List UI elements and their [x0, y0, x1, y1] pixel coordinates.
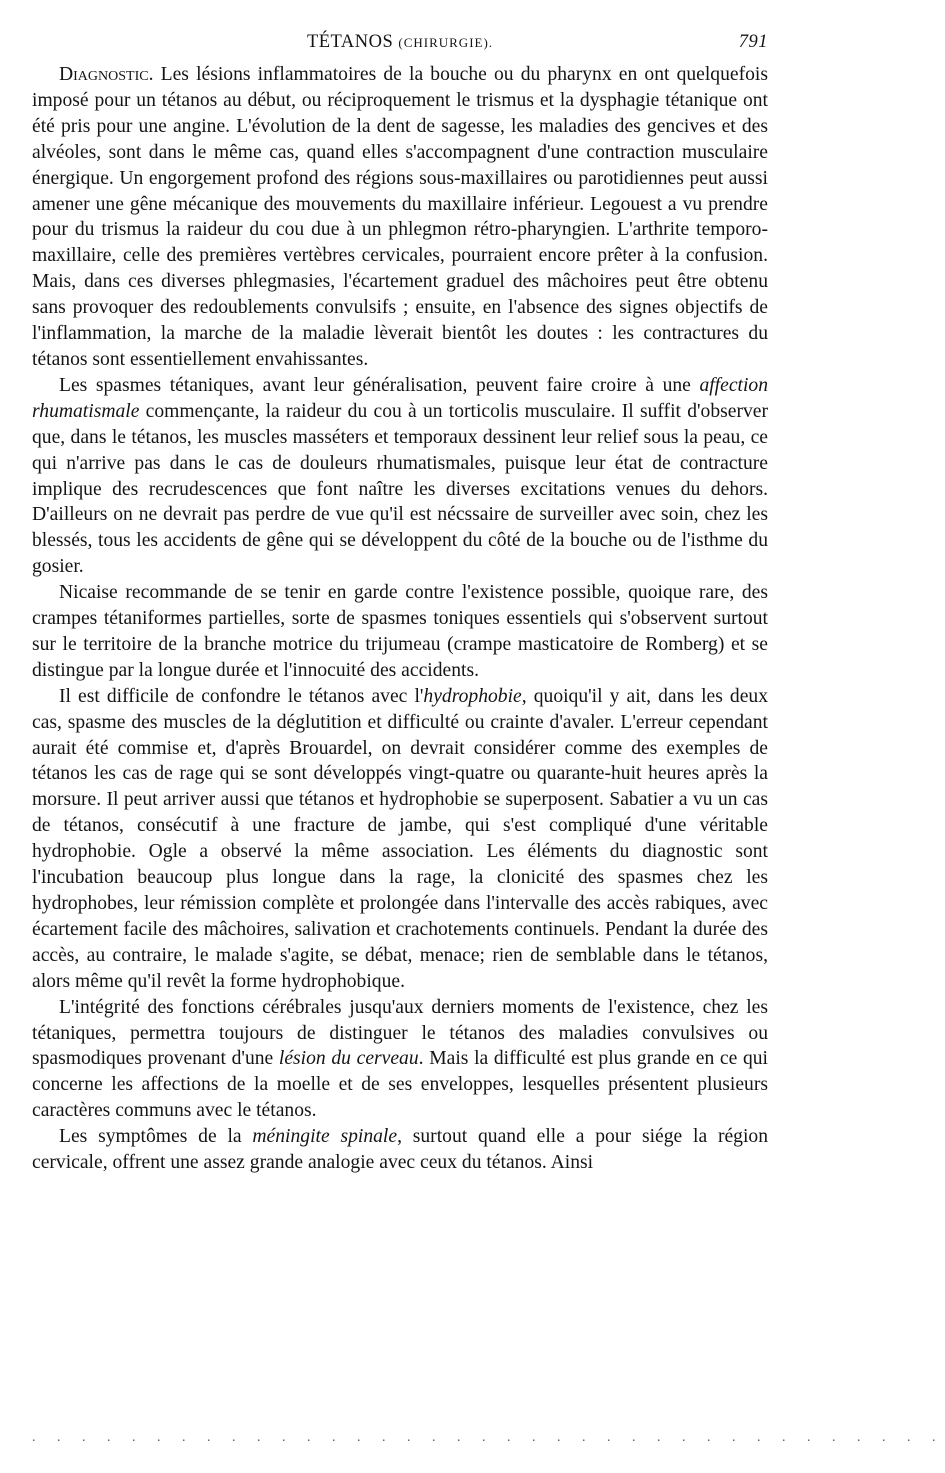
paragraph-diagnostic: [32, 62, 768, 373]
footer-print-marks: . . . . . . . . . . . . . . . . . . . . . . . . . . . . . . . . . . . . .: [32, 1430, 945, 1445]
italic-term: affection rhumatismale: [32, 374, 768, 422]
paragraph-text: Les lésions inflammatoires de la bouche ou du pharynx en ont quelquefois imposé pour un tétanos au début, ou réciproquement le trismus et la dysphagie tétanique ont été pris pour une angine. L'évolution de la dent de sagesse, les maladies des gencives et des alvéoles, sont dans le même cas, quand elles s'accompagnent d'une contraction musculaire énergique. Un engorgement profond des régions sous-maxillaires ou parotidiennes peut aussi amener une gêne mécanique des mouvements du maxillaire inférieur. Legouest a vu prendre pour du trismus la raideur du cou due à un phlegmon rétro-pharyngien. L'arthrite temporo-maxillaire, celle des premières vertèbres cervicales, pourraient encore prêter à la confusion. Mais, dans ces diverses phlegmasies, l'écartement graduel des mâchoires peut être obtenu sans provoquer des redoublements convulsifs ; ensuite, en l'absence des signes objectifs de l'inflammation, la marche de la maladie lèverait bientôt les doutes : les contractures du tétanos sont essentiellement envahissantes.: [32, 64, 768, 370]
paragraph-nicaise: [32, 580, 768, 684]
paragraph-text: , quoiqu'il y ait, dans les deux cas, spasme des muscles de la déglutition et difficulté ou crainte d'avaler. L'erreur cependant aurait été commise et, d'après Brouardel, on devrait considérer comme des exemples de tétanos les cas de rage qui se sont développés vingt-quatre ou quarante-huit heures après la morsure. Il peut arriver aussi que tétanos et hydrophobie se superposent. Sabatier a vu un cas de tétanos, consécutif à une fracture de jambe, qui s'est compliqué d'une véritable hydrophobie. Ogle a observé la même association. Les éléments du diagnostic sont l'incubation beaucoup plus longue dans la rage, la clonicité des spasmes chez les hydrophobes, leur rémission complète et prolongée dans l'intervalle des accès rabiques, avec écartement facile des mâchoires, salivation et crachotements continuels. Pendant la durée des accès, au contraire, le malade s'agite, se débat, menace; rien de semblable dans le tétanos, alors même qu'il revêt la forme hydrophobique.: [32, 685, 768, 992]
paragraph-text: , surtout quand elle a pour siége la région cervicale, offrent une assez grande analogie avec ceux du tétanos. Ainsi: [32, 1126, 769, 1174]
paragraph-text: . Mais la difficulté est plus grande en ce qui concerne les affections de la moelle et de ses enveloppes, lesquelles présentent plusieurs caractères communs avec le tétanos.: [32, 1048, 768, 1122]
section-lead: Diagnostic.: [59, 64, 154, 85]
running-header: [32, 32, 768, 58]
italic-term: hydrophobie: [423, 685, 522, 707]
header-title-main: TÉTANOS: [306, 32, 394, 52]
paragraph-text: commençante, la raideur du cou à un torticolis musculaire. Il suffit d'observer que, dans le tétanos, les muscles masséters et temporaux dessinent leur relief sous la peau, ce qui n'arrive pas dans le cas de douleurs rhumatismales, puisque leur état de contracture implique des recrudescences que font naître les diverses excitations venues du dehors. D'ailleurs on ne devrait pas perdre de vue qu'il est nécssaire de surveiller avec soin, chez les blessés, tous les accidents de gêne qui se développent du côté de la bouche ou de l'isthme du gosier.: [32, 400, 768, 578]
paragraph-cerveau: [32, 995, 768, 1125]
paragraph-text: Il est difficile de confondre le tétanos avec l': [59, 685, 424, 707]
document-page: [32, 0, 945, 1473]
italic-term: méningite spinale: [252, 1126, 398, 1148]
header-title: [32, 32, 768, 53]
paragraph-text: Nicaise recommande de se tenir en garde contre l'existence possible, quoique rare, des crampes tétaniformes partielles, sorte de spasmes toniques essentiels qui s'observent surtout sur le territoire de la branche motrice du trijumeau (crampe masticatoire de Romberg) et se distingue par la longue durée et l'innocuité des accidents.: [32, 582, 768, 681]
paragraph-hydrophobie: [32, 684, 768, 995]
paragraph-text: Les symptômes de la: [59, 1126, 253, 1148]
body-text: [32, 62, 768, 1176]
paragraph-text: L'intégrité des fonctions cérébrales jusqu'aux derniers moments de l'existence, chez les tétaniques, permettra toujours de distinguer le tétanos des maladies convulsives ou spasmodiques provenant d'une: [32, 996, 768, 1070]
paragraph-meningite: [32, 1124, 768, 1176]
paragraph-rhumatisme: [32, 373, 768, 580]
italic-term: lésion du cerveau: [278, 1048, 419, 1070]
header-subtitle: (CHIRURGIE).: [398, 35, 494, 50]
page-number: 791: [738, 32, 768, 52]
paragraph-text: Les spasmes tétaniques, avant leur généralisation, peuvent faire croire à une: [59, 374, 700, 396]
